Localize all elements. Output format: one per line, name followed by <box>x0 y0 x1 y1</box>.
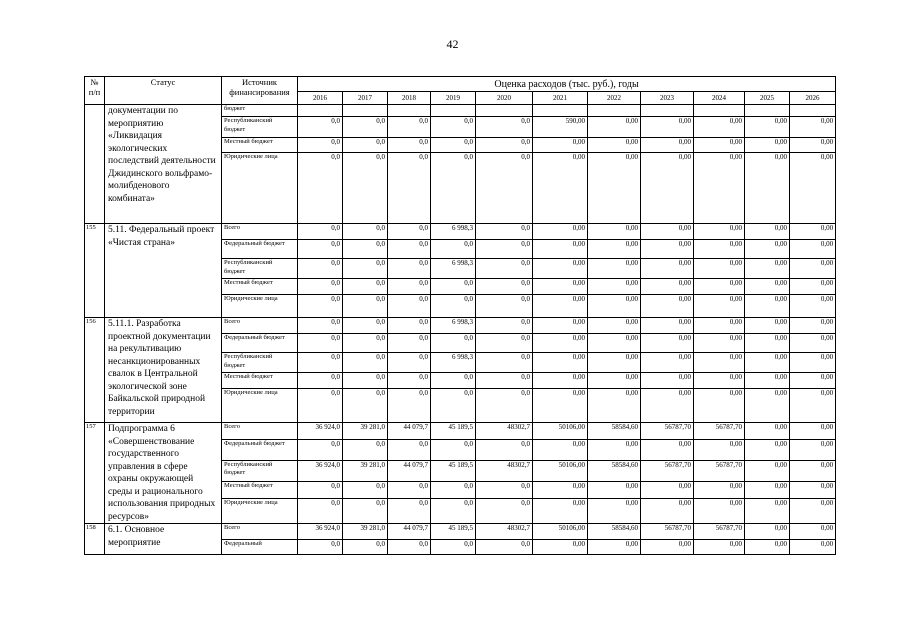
page-number: 42 <box>446 37 459 51</box>
value-cell: 0,0 <box>431 334 476 353</box>
row-number: 157 <box>85 423 105 524</box>
value-cell: 0,0 <box>388 279 431 295</box>
funding-source: Юридические лица <box>222 153 298 224</box>
funding-source: Всего <box>222 423 298 440</box>
value-cell: 0,0 <box>476 373 533 389</box>
value-cell: 0,00 <box>745 540 790 555</box>
value-cell: 45 189,5 <box>431 423 476 440</box>
value-cell: 0,00 <box>745 440 790 460</box>
value-cell: 0,00 <box>533 482 588 499</box>
value-cell: 0,00 <box>641 240 694 259</box>
year-header: 2020 <box>476 92 533 105</box>
table-row <box>85 318 836 334</box>
value-cell: 0,0 <box>388 389 431 423</box>
value-cell: 0,00 <box>588 482 641 499</box>
value-cell: 58584,60 <box>588 423 641 440</box>
value-cell <box>533 105 588 117</box>
value-cell: 0,00 <box>790 279 836 295</box>
value-cell: 0,00 <box>533 540 588 555</box>
value-cell: 0,00 <box>588 138 641 153</box>
value-cell: 0,0 <box>343 240 388 259</box>
value-cell: 0,00 <box>745 138 790 153</box>
value-cell: 0,00 <box>790 295 836 318</box>
row-number: 155 <box>85 224 105 318</box>
funding-source: Республиканский бюджет <box>222 460 298 481</box>
value-cell: 0,00 <box>745 117 790 138</box>
value-cell: 0,0 <box>388 295 431 318</box>
value-cell: 0,0 <box>343 224 388 240</box>
value-cell: 0,00 <box>588 279 641 295</box>
value-cell: 0,00 <box>745 423 790 440</box>
value-cell: 0,00 <box>694 318 745 334</box>
value-cell: 0,00 <box>694 353 745 373</box>
value-cell: 0,00 <box>694 373 745 389</box>
value-cell: 45 189,5 <box>431 460 476 481</box>
value-cell: 0,00 <box>641 279 694 295</box>
value-cell <box>745 105 790 117</box>
value-cell: 0,0 <box>431 440 476 460</box>
value-cell: 0,0 <box>298 279 343 295</box>
funding-source: Местный бюджет <box>222 482 298 499</box>
value-cell: 0,00 <box>641 138 694 153</box>
value-cell: 0,0 <box>431 389 476 423</box>
value-cell: 0,00 <box>790 353 836 373</box>
value-cell: 0,00 <box>641 482 694 499</box>
value-cell: 0,00 <box>745 389 790 423</box>
value-cell: 56787,70 <box>694 460 745 481</box>
value-cell: 0,0 <box>388 224 431 240</box>
value-cell: 0,0 <box>298 440 343 460</box>
value-cell: 0,00 <box>588 153 641 224</box>
value-cell: 0,00 <box>588 318 641 334</box>
value-cell <box>476 105 533 117</box>
value-cell: 0,00 <box>745 318 790 334</box>
value-cell: 0,00 <box>588 240 641 259</box>
value-cell: 0,00 <box>694 138 745 153</box>
value-cell: 56787,70 <box>694 423 745 440</box>
funding-source: Всего <box>222 524 298 540</box>
value-cell <box>588 105 641 117</box>
value-cell: 0,0 <box>431 295 476 318</box>
value-cell: 0,0 <box>343 138 388 153</box>
value-cell: 0,0 <box>388 318 431 334</box>
year-header: 2026 <box>790 92 836 105</box>
value-cell: 0,00 <box>790 318 836 334</box>
year-header: 2024 <box>694 92 745 105</box>
value-cell: 0,00 <box>745 153 790 224</box>
value-cell: 0,00 <box>588 440 641 460</box>
value-cell: 0,0 <box>298 499 343 524</box>
value-cell: 0,00 <box>641 353 694 373</box>
value-cell: 0,00 <box>790 540 836 555</box>
value-cell: 0,00 <box>533 279 588 295</box>
value-cell: 0,0 <box>431 482 476 499</box>
year-header: 2021 <box>533 92 588 105</box>
value-cell: 0,0 <box>476 389 533 423</box>
value-cell: 0,0 <box>298 353 343 373</box>
value-cell: 0,00 <box>694 540 745 555</box>
value-cell: 0,0 <box>476 153 533 224</box>
value-cell: 0,00 <box>533 259 588 279</box>
value-cell: 0,00 <box>533 499 588 524</box>
funding-source: Всего <box>222 318 298 334</box>
value-cell: 0,00 <box>694 389 745 423</box>
value-cell: 0,00 <box>790 373 836 389</box>
status-cell: 6.1. Основное мероприятие <box>105 524 222 555</box>
value-cell: 0,00 <box>745 295 790 318</box>
value-cell: 0,0 <box>388 334 431 353</box>
value-cell: 0,00 <box>694 279 745 295</box>
funding-source: Республиканский бюджет <box>222 117 298 138</box>
value-cell: 0,00 <box>533 389 588 423</box>
header-estimate: Оценка расходов (тыс. руб.), годы <box>298 77 836 92</box>
value-cell: 0,00 <box>533 318 588 334</box>
value-cell: 0,00 <box>533 334 588 353</box>
value-cell: 0,0 <box>431 117 476 138</box>
value-cell: 0,00 <box>588 117 641 138</box>
value-cell: 0,00 <box>588 224 641 240</box>
value-cell: 0,0 <box>388 440 431 460</box>
value-cell: 0,0 <box>343 373 388 389</box>
value-cell: 0,00 <box>641 117 694 138</box>
value-cell: 39 281,0 <box>343 460 388 481</box>
funding-source: Юридические лица <box>222 389 298 423</box>
year-header: 2017 <box>343 92 388 105</box>
value-cell: 58584,60 <box>588 524 641 540</box>
value-cell: 0,00 <box>694 499 745 524</box>
funding-source: Федеральный бюджет <box>222 240 298 259</box>
value-cell: 44 079,7 <box>388 524 431 540</box>
year-header: 2025 <box>745 92 790 105</box>
value-cell: 0,0 <box>431 138 476 153</box>
value-cell: 0,00 <box>533 153 588 224</box>
value-cell: 0,0 <box>343 440 388 460</box>
value-cell: 0,0 <box>388 499 431 524</box>
value-cell: 50106,00 <box>533 423 588 440</box>
value-cell: 56787,70 <box>641 524 694 540</box>
table-row <box>85 423 836 440</box>
value-cell: 0,00 <box>641 295 694 318</box>
value-cell: 36 924,0 <box>298 524 343 540</box>
value-cell: 0,00 <box>745 224 790 240</box>
value-cell: 0,0 <box>476 295 533 318</box>
value-cell: 0,0 <box>431 153 476 224</box>
value-cell: 0,0 <box>431 279 476 295</box>
value-cell: 0,00 <box>790 224 836 240</box>
value-cell: 0,00 <box>790 153 836 224</box>
value-cell: 48302,7 <box>476 524 533 540</box>
value-cell: 0,00 <box>790 524 836 540</box>
value-cell: 0,0 <box>476 353 533 373</box>
value-cell: 0,00 <box>790 117 836 138</box>
value-cell: 0,0 <box>431 540 476 555</box>
value-cell: 0,00 <box>588 295 641 318</box>
value-cell: 0,0 <box>343 334 388 353</box>
funding-source: Республиканский бюджет <box>222 259 298 279</box>
value-cell: 0,0 <box>431 240 476 259</box>
value-cell: 0,0 <box>388 138 431 153</box>
value-cell: 0,0 <box>476 138 533 153</box>
funding-source: Местный бюджет <box>222 279 298 295</box>
value-cell: 50106,00 <box>533 460 588 481</box>
value-cell: 0,00 <box>641 318 694 334</box>
value-cell: 0,0 <box>388 373 431 389</box>
value-cell: 0,0 <box>343 117 388 138</box>
header-status: Статус <box>105 77 222 105</box>
value-cell: 0,0 <box>476 540 533 555</box>
value-cell: 0,00 <box>790 440 836 460</box>
value-cell <box>641 105 694 117</box>
value-cell: 0,00 <box>790 240 836 259</box>
header-source: Источник финансирования <box>222 77 298 105</box>
funding-source: Местный бюджет <box>222 373 298 389</box>
value-cell: 6 998,3 <box>431 259 476 279</box>
value-cell <box>431 105 476 117</box>
funding-source: Всего <box>222 224 298 240</box>
value-cell: 0,0 <box>343 279 388 295</box>
value-cell: 0,00 <box>588 334 641 353</box>
value-cell: 56787,70 <box>641 460 694 481</box>
value-cell: 0,00 <box>745 259 790 279</box>
status-cell: 5.11.1. Разработка проектной документации на рекультивацию несанкционированных свалок в Центральной экологической зоне Байкальской природной территории <box>105 318 222 423</box>
value-cell: 0,0 <box>388 353 431 373</box>
row-number: 158 <box>85 524 105 555</box>
value-cell: 0,0 <box>431 373 476 389</box>
value-cell: 0,0 <box>476 279 533 295</box>
funding-source: бюджет <box>222 105 298 117</box>
value-cell: 0,00 <box>745 499 790 524</box>
value-cell: 0,00 <box>694 224 745 240</box>
value-cell <box>343 105 388 117</box>
value-cell: 0,00 <box>694 482 745 499</box>
status-cell: 5.11. Федеральный проект «Чистая страна» <box>105 224 222 318</box>
value-cell: 0,0 <box>343 153 388 224</box>
value-cell: 0,0 <box>298 240 343 259</box>
row-number <box>85 105 105 224</box>
funding-source: Федеральный бюджет <box>222 440 298 460</box>
value-cell: 0,00 <box>533 295 588 318</box>
value-cell: 36 924,0 <box>298 460 343 481</box>
value-cell: 590,00 <box>533 117 588 138</box>
value-cell: 0,00 <box>745 524 790 540</box>
value-cell <box>388 105 431 117</box>
value-cell: 0,00 <box>745 373 790 389</box>
value-cell: 36 924,0 <box>298 423 343 440</box>
value-cell: 0,0 <box>476 117 533 138</box>
value-cell: 58584,60 <box>588 460 641 481</box>
value-cell: 0,00 <box>588 540 641 555</box>
value-cell: 0,0 <box>298 318 343 334</box>
value-cell: 0,00 <box>533 240 588 259</box>
row-number: 156 <box>85 318 105 423</box>
value-cell: 0,0 <box>476 499 533 524</box>
value-cell: 0,0 <box>298 153 343 224</box>
value-cell: 0,00 <box>641 373 694 389</box>
value-cell: 0,0 <box>298 117 343 138</box>
value-cell: 39 281,0 <box>343 423 388 440</box>
value-cell: 6 998,3 <box>431 224 476 240</box>
value-cell: 0,00 <box>745 482 790 499</box>
value-cell: 0,0 <box>343 295 388 318</box>
value-cell: 0,0 <box>476 482 533 499</box>
value-cell: 0,0 <box>298 540 343 555</box>
table-row <box>85 224 836 240</box>
funding-source: Юридические лица <box>222 295 298 318</box>
value-cell: 0,00 <box>588 259 641 279</box>
funding-source: Местный бюджет <box>222 138 298 153</box>
status-cell: документации по мероприятию «Ликвидация экологических последствий деятельности Джидинского вольфрамо-молибденового комбината» <box>105 105 222 224</box>
value-cell: 0,0 <box>343 259 388 279</box>
value-cell: 50106,00 <box>533 524 588 540</box>
value-cell: 0,00 <box>641 540 694 555</box>
value-cell: 0,00 <box>641 153 694 224</box>
value-cell: 0,0 <box>388 259 431 279</box>
value-cell: 0,00 <box>641 224 694 240</box>
funding-source: Федеральный бюджет <box>222 334 298 353</box>
value-cell: 0,00 <box>533 224 588 240</box>
value-cell: 0,0 <box>476 224 533 240</box>
value-cell: 0,00 <box>790 499 836 524</box>
value-cell: 0,0 <box>343 482 388 499</box>
value-cell: 0,0 <box>476 259 533 279</box>
value-cell <box>298 105 343 117</box>
value-cell: 0,0 <box>298 259 343 279</box>
year-header: 2019 <box>431 92 476 105</box>
status-cell: Подпрограмма 6 «Совершенствование государственного управления в сфере охраны окружающей среды и рационального использования природных ресурсов» <box>105 423 222 524</box>
value-cell: 0,0 <box>298 373 343 389</box>
value-cell: 0,00 <box>790 138 836 153</box>
value-cell: 0,0 <box>476 318 533 334</box>
value-cell: 0,00 <box>694 334 745 353</box>
value-cell: 45 189,5 <box>431 524 476 540</box>
value-cell: 0,0 <box>298 138 343 153</box>
value-cell: 0,00 <box>790 460 836 481</box>
value-cell: 0,00 <box>790 389 836 423</box>
value-cell: 44 079,7 <box>388 423 431 440</box>
table-row <box>85 524 836 540</box>
value-cell: 39 281,0 <box>343 524 388 540</box>
value-cell: 0,00 <box>588 353 641 373</box>
value-cell: 0,0 <box>298 224 343 240</box>
value-cell: 0,0 <box>343 540 388 555</box>
value-cell: 0,00 <box>588 373 641 389</box>
value-cell: 0,00 <box>533 373 588 389</box>
value-cell: 0,0 <box>388 540 431 555</box>
funding-source: Юридические лица <box>222 499 298 524</box>
value-cell: 0,00 <box>588 499 641 524</box>
value-cell: 0,0 <box>298 482 343 499</box>
value-cell: 0,0 <box>388 240 431 259</box>
value-cell: 0,00 <box>694 295 745 318</box>
value-cell: 0,00 <box>694 240 745 259</box>
header-num: № п/п <box>85 77 105 105</box>
value-cell: 0,0 <box>343 353 388 373</box>
value-cell: 0,0 <box>388 153 431 224</box>
value-cell: 56787,70 <box>641 423 694 440</box>
value-cell: 0,0 <box>476 334 533 353</box>
year-header: 2018 <box>388 92 431 105</box>
year-header: 2016 <box>298 92 343 105</box>
value-cell: 0,0 <box>298 389 343 423</box>
value-cell: 0,00 <box>745 334 790 353</box>
value-cell: 0,0 <box>343 499 388 524</box>
value-cell: 44 079,7 <box>388 460 431 481</box>
table-row <box>85 105 836 117</box>
value-cell: 0,00 <box>641 389 694 423</box>
value-cell: 0,00 <box>790 423 836 440</box>
value-cell: 0,00 <box>790 259 836 279</box>
value-cell: 48302,7 <box>476 460 533 481</box>
value-cell: 0,00 <box>533 138 588 153</box>
value-cell: 0,00 <box>533 353 588 373</box>
value-cell: 0,00 <box>745 353 790 373</box>
value-cell: 0,00 <box>745 460 790 481</box>
value-cell: 0,0 <box>388 482 431 499</box>
value-cell: 0,0 <box>343 318 388 334</box>
value-cell: 0,00 <box>790 482 836 499</box>
year-header: 2023 <box>641 92 694 105</box>
value-cell: 0,0 <box>343 389 388 423</box>
funding-source: Республиканский бюджет <box>222 353 298 373</box>
value-cell <box>694 105 745 117</box>
value-cell: 0,0 <box>476 440 533 460</box>
value-cell: 0,00 <box>694 259 745 279</box>
value-cell: 0,00 <box>790 334 836 353</box>
expenditure-table <box>84 76 836 555</box>
value-cell: 6 998,3 <box>431 353 476 373</box>
value-cell: 0,0 <box>298 334 343 353</box>
value-cell <box>790 105 836 117</box>
value-cell: 0,00 <box>641 259 694 279</box>
value-cell: 0,00 <box>694 440 745 460</box>
value-cell: 0,0 <box>431 499 476 524</box>
value-cell: 0,00 <box>694 153 745 224</box>
year-header: 2022 <box>588 92 641 105</box>
header-row <box>85 77 836 92</box>
funding-source: Федеральный <box>222 540 298 555</box>
value-cell: 0,0 <box>476 240 533 259</box>
value-cell: 0,00 <box>745 279 790 295</box>
value-cell: 0,00 <box>588 389 641 423</box>
value-cell: 0,0 <box>298 295 343 318</box>
value-cell: 0,00 <box>694 117 745 138</box>
value-cell: 0,00 <box>533 440 588 460</box>
value-cell: 0,00 <box>641 499 694 524</box>
value-cell: 0,00 <box>641 440 694 460</box>
value-cell: 56787,70 <box>694 524 745 540</box>
value-cell: 6 998,3 <box>431 318 476 334</box>
value-cell: 48302,7 <box>476 423 533 440</box>
value-cell: 0,0 <box>388 117 431 138</box>
value-cell: 0,00 <box>641 334 694 353</box>
value-cell: 0,00 <box>745 240 790 259</box>
